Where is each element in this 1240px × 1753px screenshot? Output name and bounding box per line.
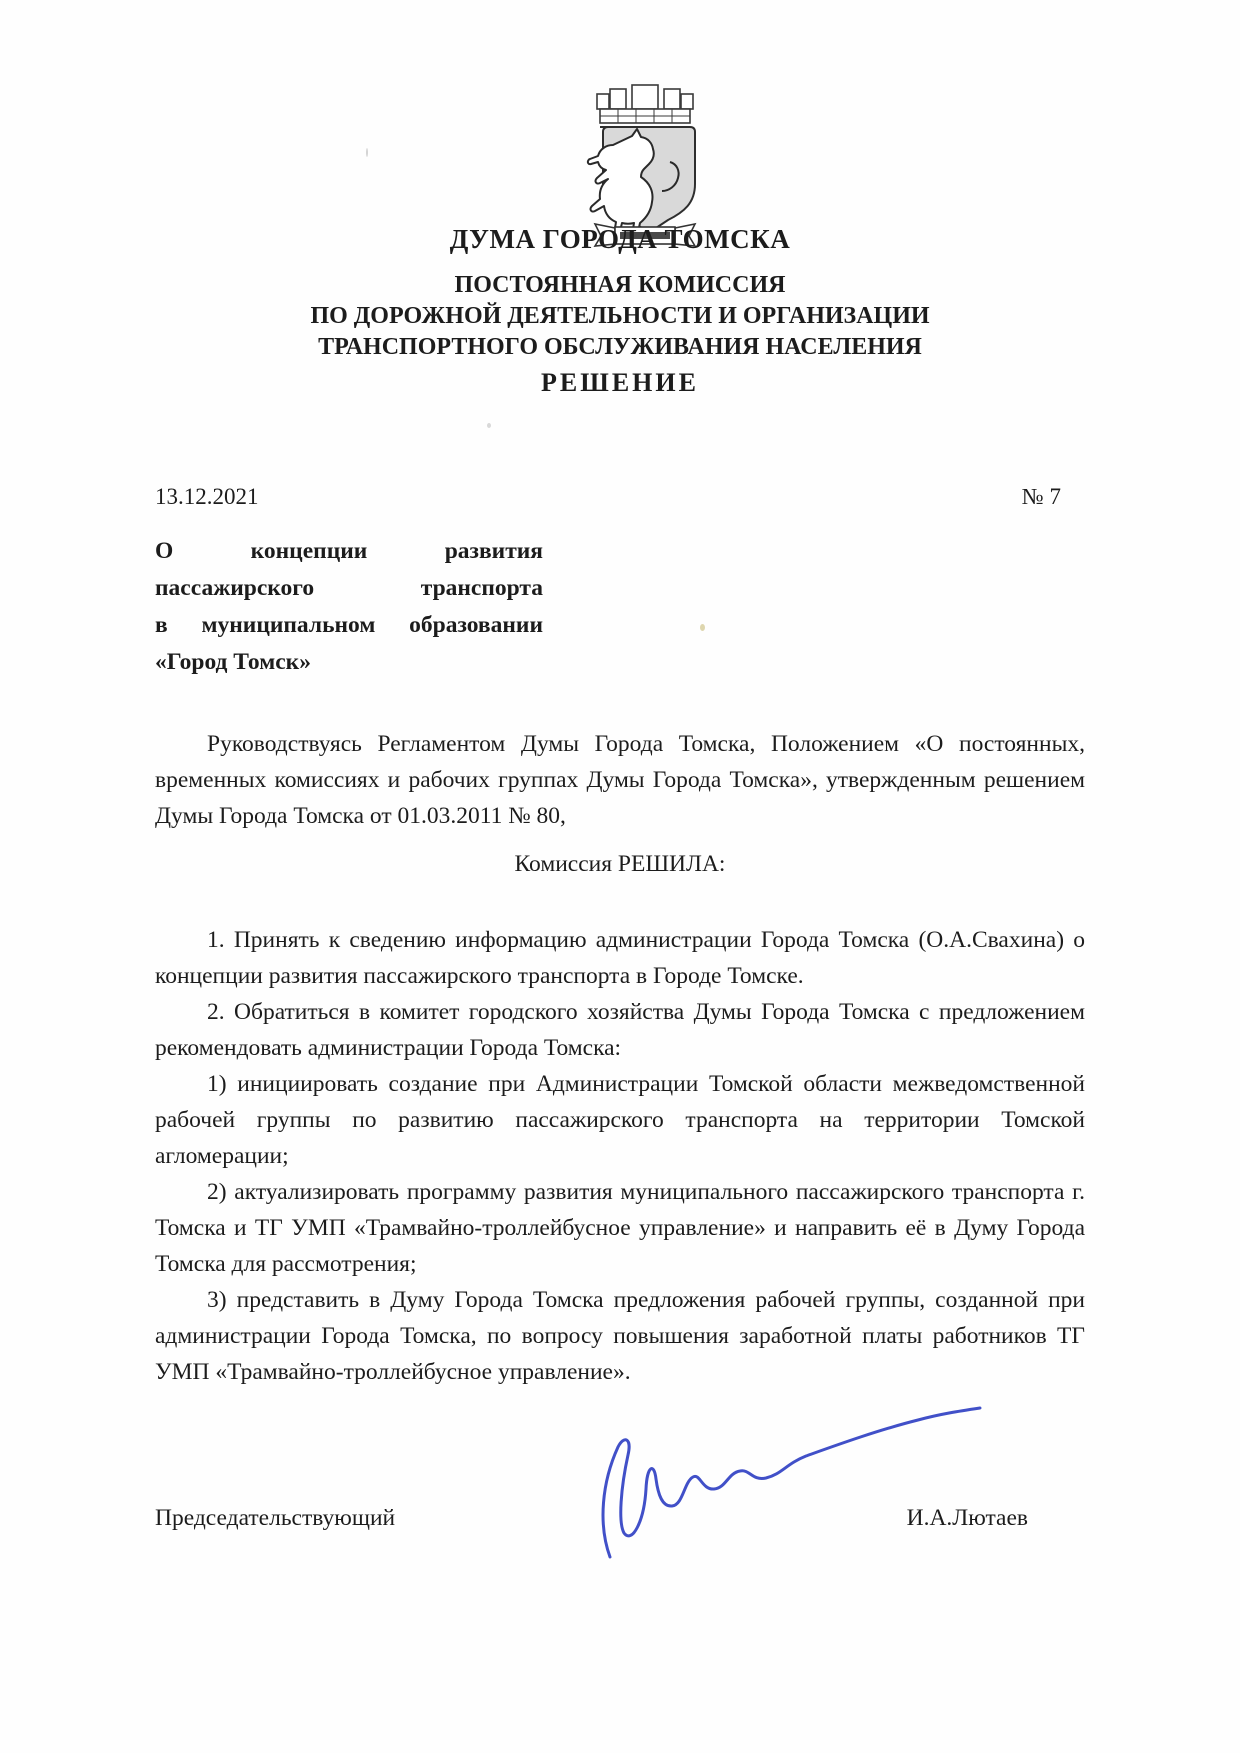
item-2-sub-2: 2) актуализировать программу развития муниципального пассажирского транспорта г. Томска и ТГ УМП «Трамвайно-троллейбусное управление» и направить её в Думу Города Томска для рассмотрения; xyxy=(155,1179,1085,1277)
commission-title xyxy=(0,270,1240,363)
org-title: ДУМА ГОРОДА ТОМСКА xyxy=(449,224,791,254)
signature-autograph xyxy=(588,1402,988,1562)
commission-line-1: ПОСТОЯННАЯ КОМИССИЯ xyxy=(454,272,786,298)
meta-row xyxy=(155,484,1085,510)
subject-line-1: О концепции развития xyxy=(155,538,543,564)
item-2: 2. Обратиться в комитет городского хозяйства Думы Города Томска с предложением рекомендовать администрации Города Томска: xyxy=(155,999,1085,1061)
scan-artifact xyxy=(700,624,705,631)
doc-number: № 7 xyxy=(1021,484,1061,509)
body-text xyxy=(155,726,1085,1390)
item-2-sub-1: 1) инициировать создание при Администрации Томской области межведомственной рабочей группы по развитию пассажирского транспорта на территории Томской агломерации; xyxy=(155,1071,1085,1169)
resolved-heading: Комиссия РЕШИЛА: xyxy=(514,851,726,877)
subject-line-4: «Город Томск» xyxy=(155,649,311,675)
signer-title: Председательствующий xyxy=(155,1505,396,1531)
scan-artifact xyxy=(366,148,368,157)
subject-block xyxy=(155,533,543,681)
item-1: 1. Принять к сведению информацию администрации Города Томска (О.А.Свахина) о концепции развития пассажирского транспорта в Городе Томске. xyxy=(155,927,1085,989)
subject-line-3: в муниципальном образовании xyxy=(155,612,543,638)
item-2-sub-3: 3) представить в Думу Города Томска предложения рабочей группы, созданной при администрации Города Томска, по вопросу повышения заработной платы работников ТГ УМП «Трамвайно-троллейбусное управление». xyxy=(155,1287,1085,1385)
doc-type-title: РЕШЕНИЕ xyxy=(541,368,699,397)
commission-line-3: ТРАНСПОРТНОГО ОБСЛУЖИВАНИЯ НАСЕЛЕНИЯ xyxy=(318,334,922,360)
subject-line-2: пассажирского транспорта xyxy=(155,575,543,601)
scan-artifact xyxy=(487,423,491,428)
signer-name: И.А.Лютаев xyxy=(906,1505,1028,1531)
commission-line-2: ПО ДОРОЖНОЙ ДЕЯТЕЛЬНОСТИ И ОРГАНИЗАЦИИ xyxy=(310,303,930,329)
doc-date: 13.12.2021 xyxy=(155,484,259,509)
preamble-paragraph: Руководствуясь Регламентом Думы Города Томска, Положением «О постоянных, временных комиссиях и рабочих группах Думы Города Томска», утвержденным решением Думы Города Томска от 01.03.2011 № 80, xyxy=(155,731,1085,829)
